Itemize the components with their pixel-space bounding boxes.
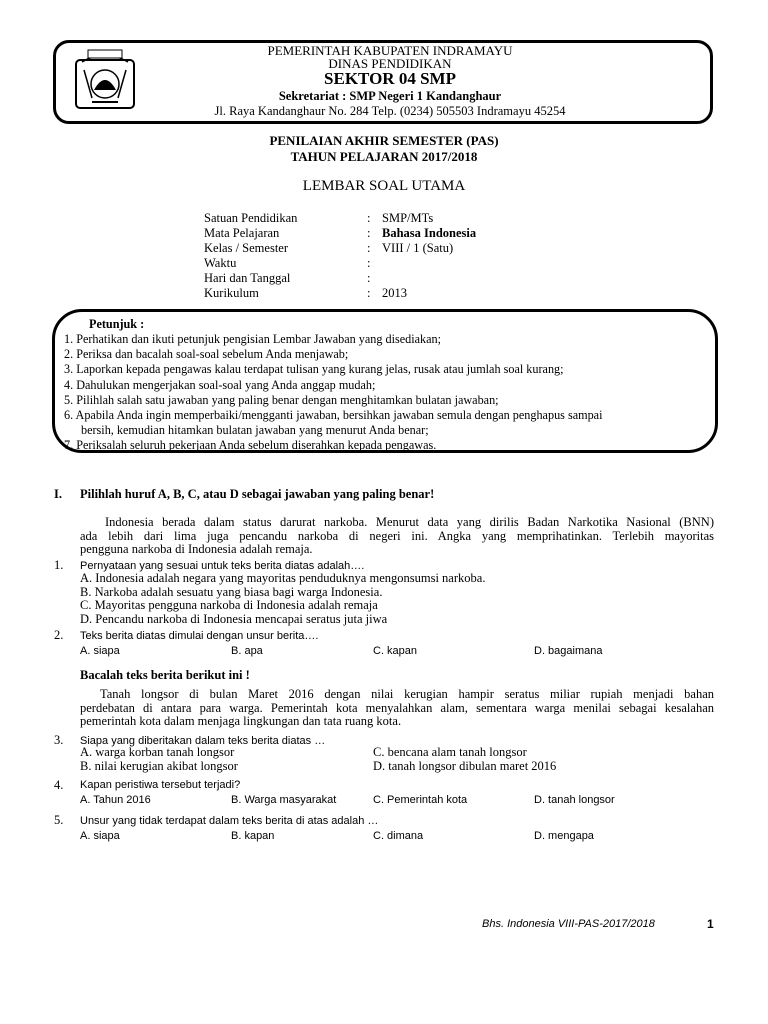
instructions-list xyxy=(64,332,704,454)
instruction-item: 5. Pilihlah salah satu jawaban yang paling benar dengan menghitamkan bulatan jawaban; xyxy=(64,392,499,407)
passage-1 xyxy=(80,516,714,557)
info-row xyxy=(204,211,434,226)
question-text: Kapan peristiwa tersebut terjadi? xyxy=(80,779,241,791)
info-colon: : xyxy=(367,211,371,225)
option[interactable]: D. tanah longsor dibulan maret 2016 xyxy=(373,759,557,773)
passage-line: perdebatan di antara para warga. Pemerintah kota menyalahkan alam, sementara warga menilai sebagai kesalahan xyxy=(80,700,714,715)
address: Jl. Raya Kandanghaur No. 284 Telp. (0234) 505503 Indramayu 45254 xyxy=(214,104,566,118)
info-colon: : xyxy=(367,241,371,255)
option[interactable]: D. mengapa xyxy=(534,830,594,842)
info-label: Waktu xyxy=(204,256,237,270)
info-row xyxy=(204,271,371,286)
info-value: 2013 xyxy=(382,286,407,300)
option[interactable]: B. Warga masyarakat xyxy=(231,794,337,806)
instruction-item: 7. Periksalah seluruh pekerjaan Anda sebelum diserahkan kepada pengawas. xyxy=(64,438,437,453)
info-label: Kelas / Semester xyxy=(204,241,289,255)
info-label: Mata Pelajaran xyxy=(204,226,280,240)
question-text: Pernyataan yang sesuai untuk teks berita diatas adalah…. xyxy=(80,560,365,572)
passage-line: ada lebih dari lima juga pencandu narkoba di negeri ini. Angka yang memprihatinkan. Terlebih mayoritas xyxy=(80,528,714,543)
question-number: 3. xyxy=(54,733,64,747)
instruction-item: 6. Apabila Anda ingin memperbaiki/mengganti jawaban, bersihkan jawaban semula dengan penghapus sampai xyxy=(64,408,603,423)
instruction-item: 1. Perhatikan dan ikuti petunjuk pengisian Lembar Jawaban yang disediakan; xyxy=(64,332,442,346)
office-name: DINAS PENDIDIKAN xyxy=(328,56,452,71)
question-number: 1. xyxy=(54,558,64,572)
info-colon: : xyxy=(367,286,371,300)
gov-name: PEMERINTAH KABUPATEN INDRAMAYU xyxy=(267,43,513,58)
option[interactable]: A. Tahun 2016 xyxy=(80,794,151,806)
option[interactable]: B. Narkoba adalah sesuatu yang biasa bagi warga Indonesia. xyxy=(80,584,383,599)
question-number: 5. xyxy=(54,813,64,827)
option[interactable]: C. kapan xyxy=(373,645,418,657)
option[interactable]: B. apa xyxy=(231,645,263,657)
regency-logo xyxy=(74,46,136,110)
option[interactable]: D. Pencandu narkoba di Indonesia mencapai seratus juta jiwa xyxy=(80,611,388,626)
option[interactable]: D. tanah longsor xyxy=(534,794,615,806)
question-text: Unsur yang tidak terdapat dalam teks berita di atas adalah … xyxy=(80,815,379,827)
info-row xyxy=(204,226,477,241)
option[interactable]: A. warga korban tanah longsor xyxy=(80,745,235,759)
passage-line: pemerintah kota dalam menjaga lingkungan dan tata ruang kota. xyxy=(80,714,402,728)
option[interactable]: B. kapan xyxy=(231,830,275,842)
option[interactable]: A. siapa xyxy=(80,645,120,657)
passage-line: Tanah longsor di bulan Maret 2016 dengan nilai kerugian hampir seratus miliar rupiah menjadi bahan xyxy=(100,687,714,701)
option[interactable]: C. dimana xyxy=(373,830,424,842)
option[interactable]: C. Pemerintah kota xyxy=(373,794,468,806)
passage-title: Bacalah teks berita berikut ini ! xyxy=(80,668,250,682)
question-number: 4. xyxy=(54,778,64,792)
info-value: Bahasa Indonesia xyxy=(382,226,477,240)
info-value: VIII / 1 (Satu) xyxy=(382,241,454,255)
info-label: Hari dan Tanggal xyxy=(204,271,291,285)
instruction-item: 4. Dahulukan mengerjakan soal-soal yang Anda anggap mudah; xyxy=(64,377,376,392)
exam-title: PENILAIAN AKHIR SEMESTER (PAS) xyxy=(269,133,499,148)
question-number: 2. xyxy=(54,628,64,642)
instruction-item: bersih, kemudian hitamkan bulatan jawaban yang menurut Anda benar; xyxy=(81,423,429,438)
option[interactable]: A. siapa xyxy=(80,830,120,842)
section-instruction: Pilihlah huruf A, B, C, atau D sebagai jawaban yang paling benar! xyxy=(80,487,435,501)
academic-year: TAHUN PELAJARAN 2017/2018 xyxy=(290,149,478,164)
question-text: Siapa yang diberitakan dalam teks berita diatas … xyxy=(80,735,326,747)
info-colon: : xyxy=(367,226,371,240)
instruction-item: 3. Laporkan kepada pengawas kalau terdapat tulisan yang kurang jelas, rusak atau jumlah soal kurang; xyxy=(64,362,564,377)
info-table xyxy=(204,211,477,301)
passage-2 xyxy=(80,688,714,729)
secretariat: Sekretariat : SMP Negeri 1 Kandanghaur xyxy=(278,89,502,103)
info-row xyxy=(204,256,371,271)
option[interactable]: D. bagaimana xyxy=(534,645,603,657)
instruction-item: 2. Periksa dan bacalah soal-soal sebelum Anda menjawab; xyxy=(64,347,349,362)
info-row xyxy=(204,286,407,301)
sheet-title: LEMBAR SOAL UTAMA xyxy=(302,178,466,194)
option[interactable]: C. bencana alam tanah longsor xyxy=(373,745,527,759)
passage-line: Indonesia berada dalam status darurat narkoba. Menurut data yang dirilis Badan Narkotika Nasional (BNN) xyxy=(105,515,714,529)
question-options xyxy=(80,572,485,626)
section-number: I. xyxy=(54,487,62,501)
question-text: Teks berita diatas dimulai dengan unsur berita…. xyxy=(80,630,319,642)
info-label: Kurikulum xyxy=(204,286,259,300)
instructions-title: Petunjuk : xyxy=(89,317,145,331)
option[interactable]: B. nilai kerugian akibat longsor xyxy=(80,759,238,773)
footer-label: Bhs. Indonesia VIII-PAS-2017/2018 xyxy=(482,918,655,930)
passage-line: pengguna narkoba di Indonesia adalah remaja. xyxy=(80,542,313,556)
sector-title: SEKTOR 04 SMP xyxy=(324,69,456,88)
info-colon: : xyxy=(367,271,371,285)
info-row xyxy=(204,241,454,256)
page-number: 1 xyxy=(707,917,714,931)
info-value: SMP/MTs xyxy=(382,211,434,225)
option[interactable]: A. Indonesia adalah negara yang mayoritas penduduknya mengonsumsi narkoba. xyxy=(80,571,486,585)
info-label: Satuan Pendidikan xyxy=(204,211,298,225)
option[interactable]: C. Mayoritas pengguna narkoba di Indonesia adalah remaja xyxy=(80,598,378,612)
info-colon: : xyxy=(367,256,371,270)
